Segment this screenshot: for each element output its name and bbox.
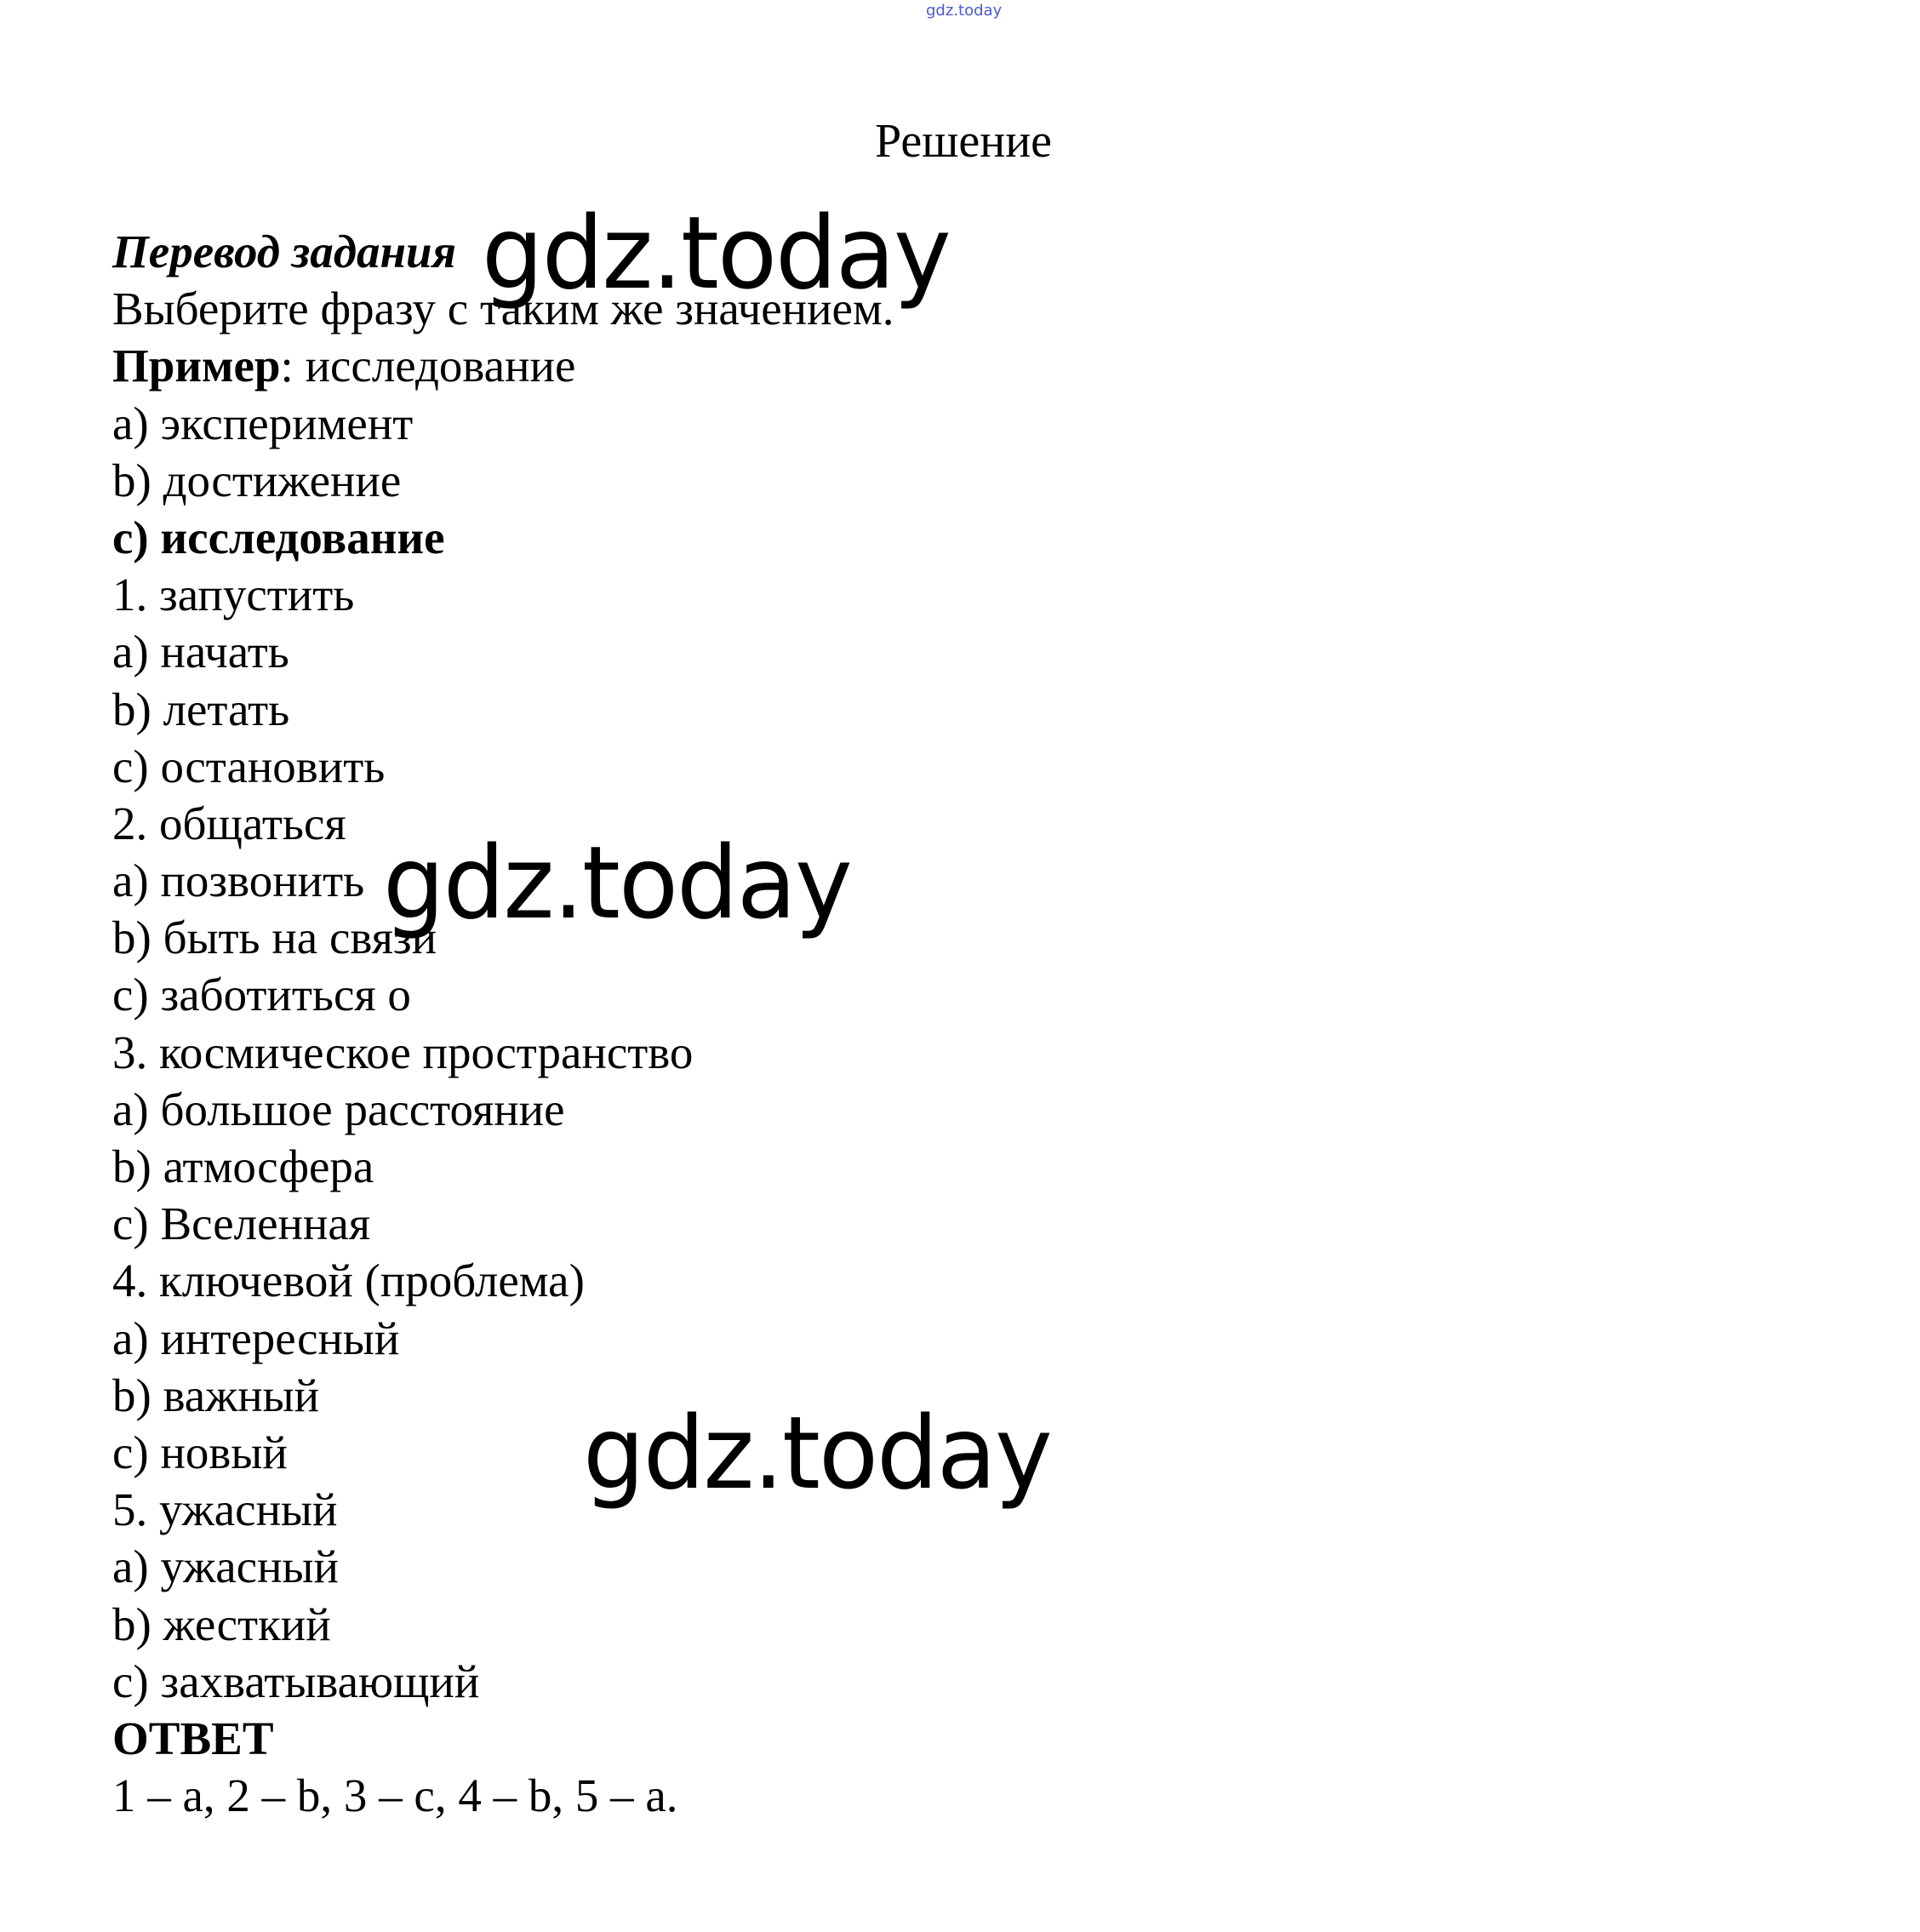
instruction: Выберите фразу с таким же значением. <box>112 283 894 335</box>
watermark: gdz.today <box>383 824 851 941</box>
answer-label: ОТВЕТ <box>112 1712 274 1764</box>
document-body <box>112 223 1389 1824</box>
header-watermark: gdz.today <box>926 2 1003 20</box>
question-1-option-b: b) летать <box>112 683 290 735</box>
question-1: 1. запустить <box>112 569 355 621</box>
example-option-c: c) исследование <box>112 511 445 563</box>
question-4: 4. ключевой (проблема) <box>112 1255 585 1307</box>
question-5-option-c: c) захватывающий <box>112 1655 480 1707</box>
example-label: Пример <box>112 340 281 392</box>
example-separator: : <box>280 340 294 392</box>
question-2: 2. общаться <box>112 797 346 849</box>
question-4-option-a: a) интересный <box>112 1312 400 1364</box>
question-1-option-c: c) остановить <box>112 740 386 792</box>
question-3-option-b: b) атмосфера <box>112 1140 374 1192</box>
answer-text: 1 – a, 2 – b, 3 – c, 4 – b, 5 – a. <box>112 1769 678 1822</box>
example-line <box>112 337 1389 394</box>
question-3-option-a: a) большое расстояние <box>112 1083 565 1135</box>
page-title: Решение <box>874 115 1053 168</box>
question-2-option-c: c) заботиться о <box>112 969 411 1021</box>
question-2-option-a: a) позвонить <box>112 855 365 907</box>
watermark: gdz.today <box>482 194 950 312</box>
example-word: исследование <box>293 340 576 392</box>
question-3: 3. космическое пространство <box>112 1026 694 1078</box>
question-3-option-c: c) Вселенная <box>112 1197 371 1250</box>
example-option-a: a) эксперимент <box>112 397 414 449</box>
question-4-option-c: c) новый <box>112 1426 288 1478</box>
question-1-option-a: a) начать <box>112 626 289 678</box>
question-4-option-b: b) важный <box>112 1369 320 1421</box>
translation-label: Перевод задания <box>112 226 456 277</box>
question-5-option-a: a) ужасный <box>112 1540 339 1593</box>
question-2-option-b: b) быть на связи <box>112 912 437 964</box>
question-5: 5. ужасный <box>112 1483 338 1536</box>
example-option-b: b) достижение <box>112 454 402 506</box>
watermark: gdz.today <box>583 1394 1051 1512</box>
question-5-option-b: b) жесткий <box>112 1598 331 1650</box>
